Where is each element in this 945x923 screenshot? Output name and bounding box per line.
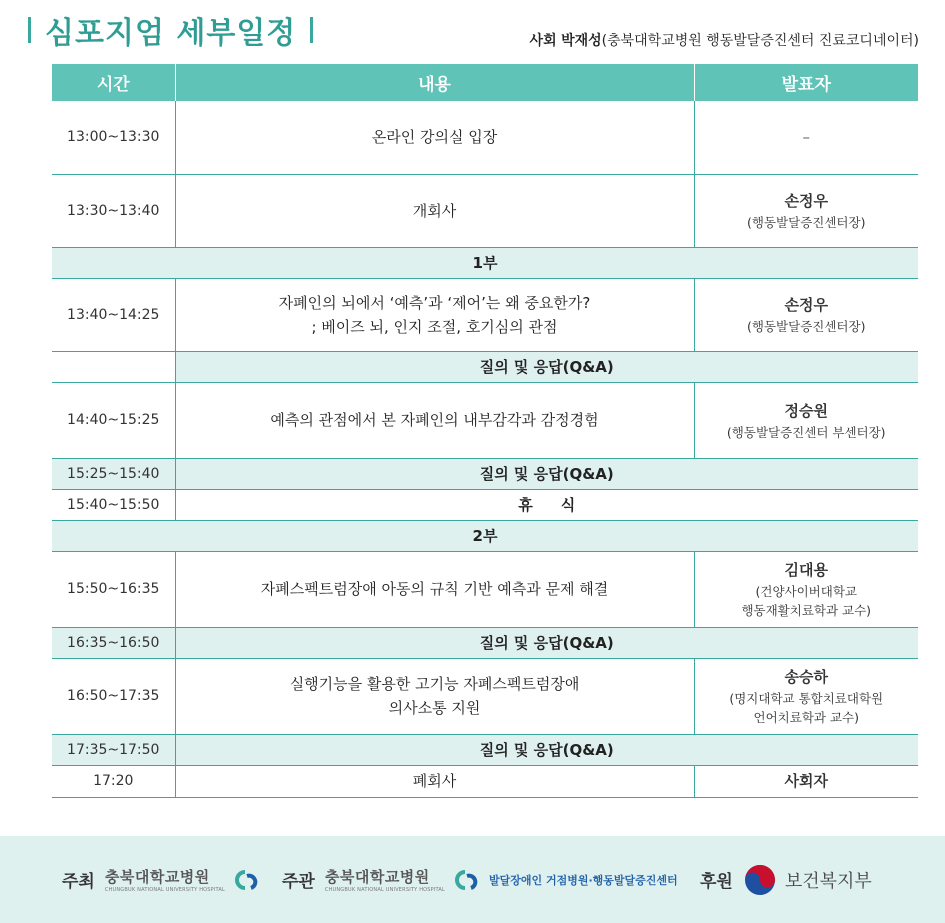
presenter-affiliation: (행동발달증진센터 부센터장) (726, 424, 886, 440)
content-line: ; 베이즈 뇌, 인지 조절, 호기심의 관점 (311, 317, 558, 336)
organizer-org-name: 충북대학교병원 (324, 868, 430, 886)
qa-label: 질의 및 응답(Q&A) (175, 351, 918, 382)
row-presenter (694, 101, 918, 174)
part-divider-row (52, 520, 918, 551)
content-line: 폐회사 (412, 772, 457, 790)
organizer-label: 주관 (282, 872, 315, 892)
row-time: 15:40~15:50 (52, 489, 175, 520)
content-line: 예측의 관점에서 본 자폐인의 내부감각과 감정경험 (270, 411, 599, 429)
row-presenter (694, 658, 918, 734)
title-left-bar (28, 17, 31, 43)
title-right-bar (310, 17, 313, 43)
content-line: 자폐스펙트럼장애 아동의 규칙 기반 예측과 문제 해결 (260, 580, 609, 598)
row-content (175, 278, 694, 351)
presenter-name: – (802, 128, 810, 147)
host-group (62, 836, 263, 923)
part-divider-row (52, 247, 918, 278)
page-header (0, 0, 945, 64)
presenter-name: 송승하 (784, 668, 828, 686)
taegeuk-emblem-icon (743, 863, 777, 897)
row-presenter (694, 382, 918, 458)
table-row (52, 382, 918, 458)
presenter-name: 김대용 (784, 561, 828, 579)
row-time: 13:30~13:40 (52, 174, 175, 247)
presenter-affiliation: 언어치료학과 교수) (753, 710, 859, 725)
content-line: 개회사 (412, 201, 457, 220)
qa-label: 질의 및 응답(Q&A) (175, 627, 918, 658)
table-row (52, 551, 918, 627)
part-label: 2부 (52, 520, 918, 551)
presenter-affiliation: (명지대학교 통합치료대학원 (729, 691, 884, 706)
row-time: 17:20 (52, 765, 175, 797)
hospital-logo-icon (231, 866, 263, 894)
break-row (52, 489, 918, 520)
sponsor-org: 보건복지부 (784, 870, 872, 892)
row-presenter (694, 765, 918, 797)
break-label: 휴식 (518, 495, 604, 514)
host-org (105, 866, 225, 893)
qa-label: 질의 및 응답(Q&A) (175, 458, 918, 489)
qa-label: 질의 및 응답(Q&A) (175, 734, 918, 765)
presenter-name: 손정우 (784, 296, 828, 314)
footer-sponsors (0, 836, 945, 923)
qa-row (52, 627, 918, 658)
row-time: 16:50~17:35 (52, 658, 175, 734)
row-content (175, 101, 694, 174)
table-header-row (52, 64, 918, 101)
hospital-logo-icon (451, 866, 483, 894)
column-header-time: 시간 (52, 64, 175, 101)
table-row (52, 765, 918, 797)
table-row (52, 658, 918, 734)
content-line: 온라인 강의실 입장 (371, 128, 498, 147)
row-presenter (694, 174, 918, 247)
row-content (175, 174, 694, 247)
content-line: 의사소통 지원 (388, 699, 481, 717)
qa-row (52, 458, 918, 489)
moderator-affiliation: (충북대학교병원 행동발달증진센터 진료코디네이터) (601, 33, 919, 49)
sponsor-group (700, 836, 872, 923)
moderator-info (530, 30, 919, 50)
row-time: 15:25~15:40 (52, 458, 175, 489)
row-content (175, 658, 694, 734)
content-line: 자폐인의 뇌에서 ‘예측’과 ‘제어’는 왜 중요한가? (278, 293, 591, 312)
row-time: 16:35~16:50 (52, 627, 175, 658)
presenter-affiliation: 행동재활치료학과 교수) (741, 603, 872, 618)
row-content (175, 765, 694, 797)
moderator-label: 사회 (529, 33, 557, 49)
organizer-group (282, 836, 678, 923)
organizer-org-en: CHUNGBUK NATIONAL UNIVERSITY HOSPITAL (324, 887, 446, 893)
table-row (52, 278, 918, 351)
host-org-name: 충북대학교병원 (104, 868, 210, 886)
moderator-name: 박재성 (561, 33, 602, 49)
content-line: 실행기능을 활용한 고기능 자폐스펙트럼장애 (289, 675, 580, 693)
presenter-affiliation: (행동발달증진센터장) (747, 319, 866, 334)
organizer-center: 발달장애인 거점병원·행동발달증진센터 (489, 873, 678, 887)
table-row (52, 101, 918, 174)
column-header-content: 내용 (175, 64, 694, 101)
table-row (52, 174, 918, 247)
presenter-affiliation: (행동발달증진센터장) (747, 215, 866, 230)
row-time (52, 351, 175, 382)
presenter-name: 정승원 (784, 401, 828, 420)
row-presenter (694, 278, 918, 351)
part-label: 1부 (52, 247, 918, 278)
host-org-en: CHUNGBUK NATIONAL UNIVERSITY HOSPITAL (104, 887, 226, 893)
host-label: 주최 (62, 872, 95, 892)
break-cell (175, 489, 918, 520)
organizer-org (325, 866, 445, 893)
page-title: 심포지엄 세부일정 (45, 16, 297, 51)
schedule-table (52, 64, 918, 798)
qa-row (52, 734, 918, 765)
qa-row (52, 351, 918, 382)
row-time: 13:40~14:25 (52, 278, 175, 351)
row-time: 17:35~17:50 (52, 734, 175, 765)
row-time: 13:00~13:30 (52, 101, 175, 174)
row-content (175, 382, 694, 458)
row-time: 14:40~15:25 (52, 382, 175, 458)
presenter-name: 손정우 (784, 192, 828, 210)
column-header-presenter: 발표자 (694, 64, 918, 101)
sponsor-label: 후원 (700, 872, 733, 892)
presenter-name: 사회자 (784, 772, 828, 790)
row-content (175, 551, 694, 627)
title-block (28, 10, 313, 50)
row-time: 15:50~16:35 (52, 551, 175, 627)
row-presenter (694, 551, 918, 627)
presenter-affiliation: (건양사이버대학교 (755, 584, 857, 599)
